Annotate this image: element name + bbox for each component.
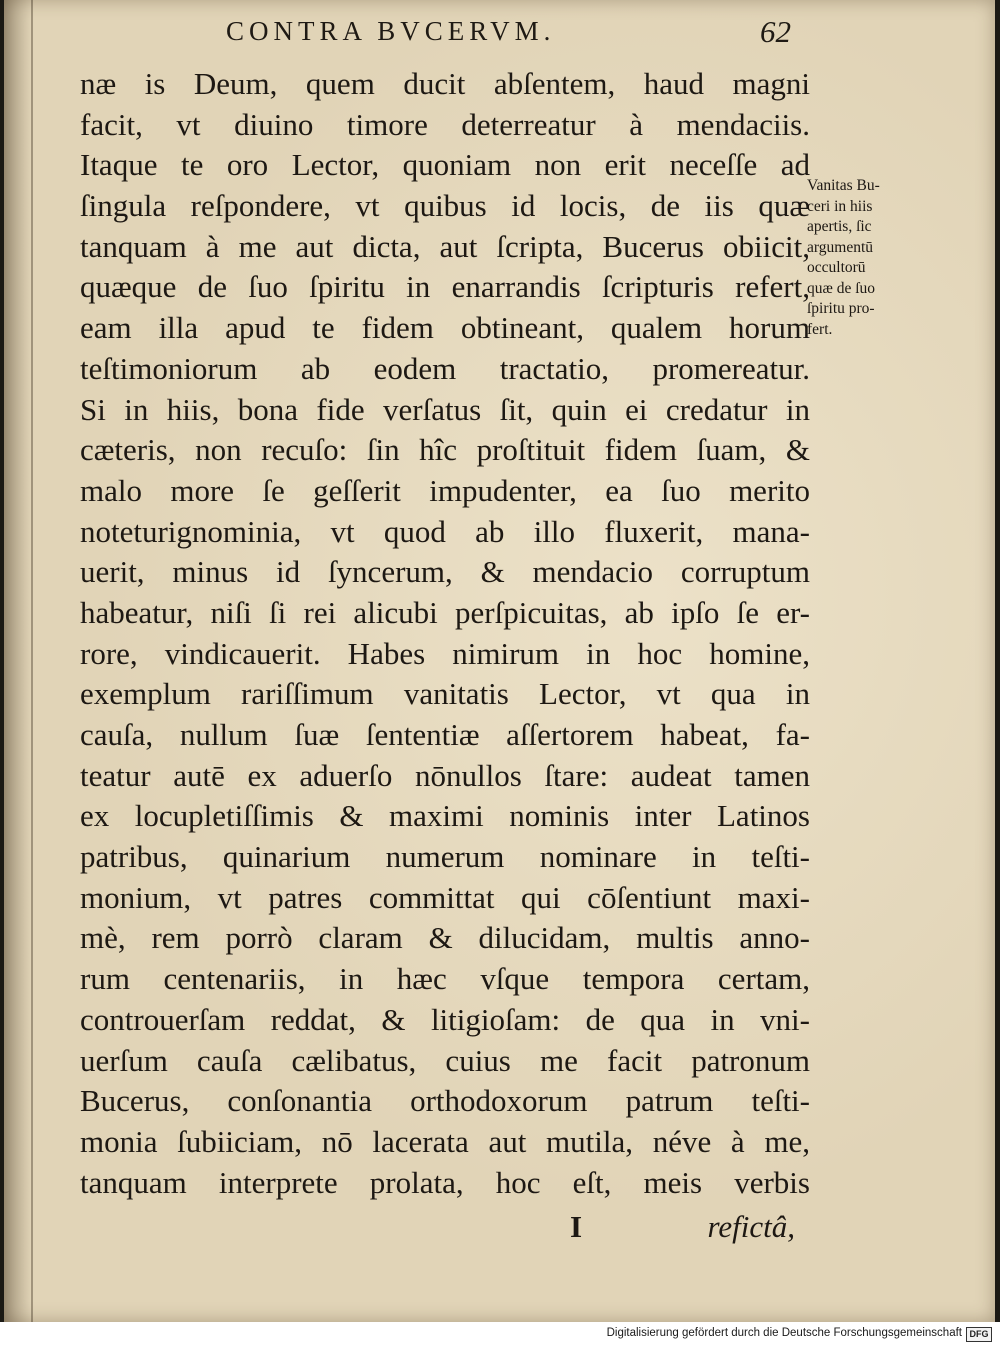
marginal-note-line: occultorū: [807, 259, 866, 276]
body-line: Si in hiis, bona fide verſatus ſit, quin ei credatur in: [80, 391, 810, 427]
marginal-note-line: apertis, ſic: [807, 218, 872, 235]
body-line: næ is Deum, quem ducit abſentem, haud magni: [80, 66, 810, 101]
body-line: eam illa apud te fidem obtineant, qualem horum: [80, 310, 810, 346]
body-line: cæteris, non recuſo: ſin hîc proſtituit fidem ſuam, &: [80, 432, 810, 468]
body-line: patribus, quinarium numerum nominare in teſti-: [80, 839, 810, 875]
body-line: facit, vt diuino timore deterreatur à mendaciis.: [80, 106, 810, 142]
marginal-note-line: ceri in hiis: [807, 197, 873, 215]
catchword: refictâ,: [707, 1209, 795, 1244]
marginal-note-line: Vanitas Bu-: [807, 177, 880, 194]
body-line: uerſum cauſa cælibatus, cuius me facit patronum: [80, 1042, 810, 1078]
body-line: malo more ſe geſſerit impudenter, ea ſuo merito: [80, 472, 810, 508]
marginal-note-line: ſpiritu pro-: [807, 300, 875, 317]
book-page: [4, 0, 995, 1322]
body-line: noteturignominia, vt quod ab illo fluxerit, mana-: [80, 513, 810, 549]
marginal-note-line: fert.: [807, 320, 833, 338]
body-line: habeatur, niſi ſi rei alicubi perſpicuitas, ab ipſo ſe er-: [80, 594, 810, 630]
body-line: rum centenariis, in hæc vſque tempora certam,: [80, 961, 810, 997]
signature-mark: I: [570, 1209, 583, 1244]
funding-credit: Digitalisierung gefördert durch die Deutsche Forschungsgemeinschaft: [606, 1327, 962, 1339]
body-line: tanquam interprete prolata, hoc eſt, meis verbis: [80, 1164, 810, 1200]
body-line: cauſa, nullum ſuæ ſententiæ aſſertorem habeat, fa-: [80, 717, 810, 752]
body-line: teſtimoniorum ab eodem tractatio, promereatur.: [80, 350, 810, 386]
marginal-note-line: argumentū: [807, 238, 874, 256]
dfg-logo-icon[interactable]: DFG: [966, 1327, 992, 1342]
body-line: Bucerus, conſonantia orthodoxorum patrum teſti-: [80, 1083, 810, 1119]
body-line: monium, vt patres committat qui cōſentiunt maxi-: [80, 879, 810, 915]
marginal-note-line: quæ de ſuo: [807, 279, 876, 297]
running-title: CONTRA BVCERVM.: [226, 16, 556, 46]
body-line: monia ſubiiciam, nō lacerata aut mutila, néve à me,: [80, 1123, 810, 1159]
page-gutter-edge: [31, 0, 33, 1322]
body-line: Itaque te oro Lector, quoniam non erit neceſſe ad: [80, 147, 810, 183]
body-line: tanquam à me aut dicta, aut ſcripta, Bucerus obiicit,: [80, 228, 810, 264]
body-line: mè, rem porrò claram & dilucidam, multis anno-: [80, 920, 810, 956]
footer-bar: [0, 1322, 1000, 1349]
body-line: ſingula reſpondere, vt quibus id locis, de iis quæ: [80, 188, 810, 224]
running-head: [4, 14, 995, 54]
body-text-block: [80, 64, 810, 1203]
body-line: teatur autē ex aduerſo nōnullos ſtare: audeat tamen: [80, 757, 810, 793]
body-line: uerit, minus id ſyncerum, & mendacio corruptum: [80, 554, 810, 590]
page-number: 62: [760, 14, 791, 49]
body-line: rore, vindicauerit. Habes nimirum in hoc homine,: [80, 635, 810, 671]
body-line: quæque de ſuo ſpiritu in enarrandis ſcripturis refert,: [80, 269, 810, 305]
body-line: ex locupletiſſimis & maximi nominis inter Latinos: [80, 798, 810, 834]
body-line: exemplum rariſſimum vanitatis Lector, vt qua in: [80, 676, 810, 712]
body-line: controuerſam reddat, & litigioſam: de qua in vni-: [80, 1001, 810, 1037]
marginal-note: [807, 176, 927, 340]
